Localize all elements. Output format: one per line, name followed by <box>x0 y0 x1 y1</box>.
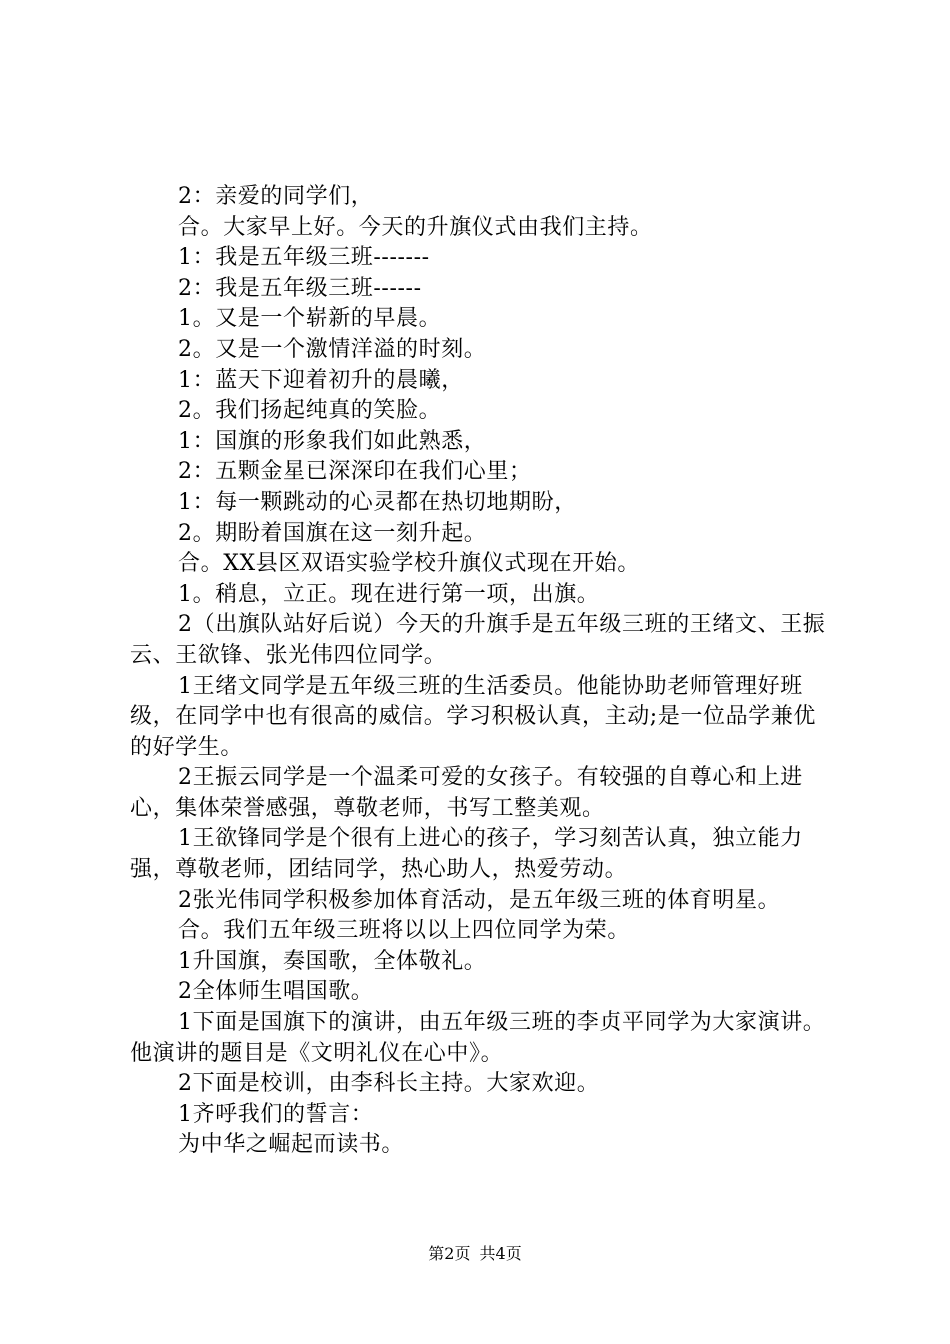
paragraph: 2。又是一个激情洋溢的时刻。 <box>178 336 487 362</box>
paragraph: 1下面是国旗下的演讲，由五年级三班的李贞平同学为大家演讲。他演讲的题目是《文明礼仪在心中》。 <box>130 1010 826 1066</box>
paragraph: 2（出旗队站好后说）今天的升旗手是五年级三班的王绪文、王振云、王欲锋、张光伟四位同学。 <box>130 612 826 668</box>
paragraph: 1：我是五年级三班------- <box>178 245 430 271</box>
paragraph: 1升国旗，奏国歌，全体敬礼。 <box>178 948 487 974</box>
paragraph: 2。我们扬起纯真的笑脸。 <box>178 398 442 424</box>
page-number: 第2页 <box>428 1244 471 1263</box>
paragraph: 2：我是五年级三班------ <box>178 275 422 301</box>
paragraph: 1王绪文同学是五年级三班的生活委员。他能协助老师管理好班级，在同学中也有很高的威信。学习积极认真，主动;是一位品学兼优的好学生。 <box>130 673 817 760</box>
paragraph: 1。又是一个崭新的早晨。 <box>178 306 442 332</box>
paragraph: 1齐呼我们的誓言： <box>178 1101 374 1127</box>
paragraph: 2：亲爱的同学们， <box>178 184 374 209</box>
paragraph: 1。稍息，立正。现在进行第一项，出旗。 <box>178 581 600 607</box>
paragraph: 1王欲锋同学是个很有上进心的孩子，学习刻苦认真，独立能力强，尊敬老师，团结同学，热心助人，热爱劳动。 <box>130 826 803 883</box>
paragraph: 2王振云同学是一个温柔可爱的女孩子。有较强的自尊心和上进心，集体荣誉感强，尊敬老师，书写工整美观。 <box>130 765 803 821</box>
paragraph: 1：蓝天下迎着初升的晨曦， <box>178 367 464 393</box>
page-total: 共4页 <box>479 1244 522 1263</box>
paragraph: 2：五颗金星已深深印在我们心里； <box>178 459 532 485</box>
paragraph: 2全体师生唱国歌。 <box>178 979 374 1005</box>
document-body <box>130 182 830 1161</box>
paragraph: 合。大家早上好。今天的升旗仪式由我们主持。 <box>178 214 653 240</box>
paragraph: 2下面是校训，由李科长主持。大家欢迎。 <box>178 1071 600 1097</box>
paragraph: 1：国旗的形象我们如此熟悉， <box>178 428 487 454</box>
paragraph: 2。期盼着国旗在这一刻升起。 <box>178 520 487 546</box>
paragraph: 合。XX县区双语实验学校升旗仪式现在开始。 <box>178 551 640 577</box>
paragraph: 2张光伟同学积极参加体育活动，是五年级三班的体育明星。 <box>178 887 781 913</box>
paragraph: 合。我们五年级三班将以以上四位同学为荣。 <box>178 918 631 944</box>
paragraph: 1：每一颗跳动的心灵都在热切地期盼， <box>178 489 577 515</box>
page-footer <box>0 1244 950 1264</box>
paragraph: 为中华之崛起而读书。 <box>178 1132 405 1158</box>
